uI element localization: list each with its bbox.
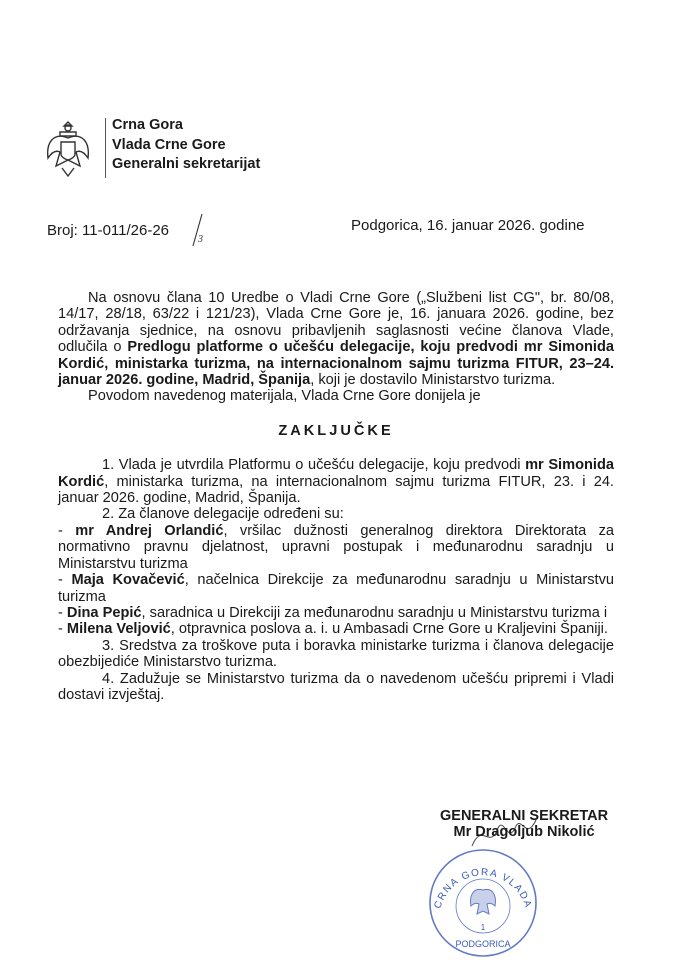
header-divider (105, 118, 106, 178)
place-date: Podgorica, 16. januar 2026. godine (351, 217, 585, 234)
svg-text:PODGORICA: PODGORICA (455, 939, 511, 949)
signatory-title: GENERALNI SEKRETAR (440, 808, 609, 824)
svg-text:1: 1 (480, 923, 486, 932)
conclusion-3: 3. Sredstva za troškove puta i boravka ministarke turizma i članova delegacije obezbijediće Ministarstvo turizma. (58, 637, 614, 671)
official-stamp (428, 848, 538, 958)
intro-paragraph: Na osnovu člana 10 Uredbe o Vladi Crne Gore („Službeni list CG", br. 80/08, 14/17, 28/18, 63/22 i 121/23), Vlada Crne Gore je, 16. januara 2026. godine, bez održavanja sjednice, na osnovu pribavljenih saglasnosti većine članova Vlade, odlučila o Predlogu platforme o učešću delegacije, koju predvodi mr Simonida Kordić, ministarka turizma, na internacionalnom sajmu turizma FITUR, 23–24. januar 2026. godine, Madrid, Španija, koji je dostavilo Ministarstvo turizma. (58, 290, 615, 389)
conclusion-4: 4. Zadužuje se Ministarstvo turizma da o navedenom učešću pripremi i Vladi dostavi izvještaj. (58, 670, 614, 703)
intro-paragraph-2: Povodom navedenog materijala, Vlada Crne Gore donijela je (88, 388, 481, 405)
svg-text:3: 3 (198, 234, 203, 245)
conclusions-title: ZAKLJUČKE (278, 422, 394, 439)
signatory-name: Mr Dragoljub Nikolić (453, 824, 595, 840)
document-body (58, 290, 614, 703)
delegation-member: - Milena Veljović, otpravnica poslova a. i. u Ambasadi Crne Gore u Kraljevini Španiji. (58, 621, 608, 638)
department-name: Generalni sekretarijat (112, 156, 261, 172)
country-name: Crna Gora (112, 117, 183, 133)
stamp-ring-text: CRNA GORA VLADA (432, 867, 534, 911)
delegation-member: - mr Andrej Orlandić, vršilac dužnosti generalnog direktora Direktorata za normativno pravnu djelatnost, upravni postupak i međunarodnu saradnju u Ministarstvu turizma (58, 522, 614, 572)
conclusion-2: 2. Za članove delegacije određeni su: (102, 506, 344, 523)
conclusion-1: 1. Vlada je utvrdila Platformu o učešću delegacije, koju predvodi mr Simonida Kordić, ministarka turizma, na internacionalnom sajmu turizma FITUR, 23. i 24. januar 2026. godine, Madrid, Španija. (58, 457, 614, 507)
organization-block (112, 116, 260, 175)
coat-of-arms-icon (42, 118, 94, 180)
document-number: Broj: 11-011/26-26 (47, 222, 170, 239)
handwritten-number (190, 212, 206, 248)
signature-block (440, 808, 608, 840)
delegation-member: - Maja Kovačević, načelnica Direkcije za međunarodnu saradnju u Ministarstvu turizma (58, 572, 614, 605)
delegation-member: - Dina Pepić, saradnica u Direkciji za međunarodnu saradnju u Ministarstvu turizma i (58, 604, 608, 621)
government-name: Vlada Crne Gore (112, 136, 226, 153)
